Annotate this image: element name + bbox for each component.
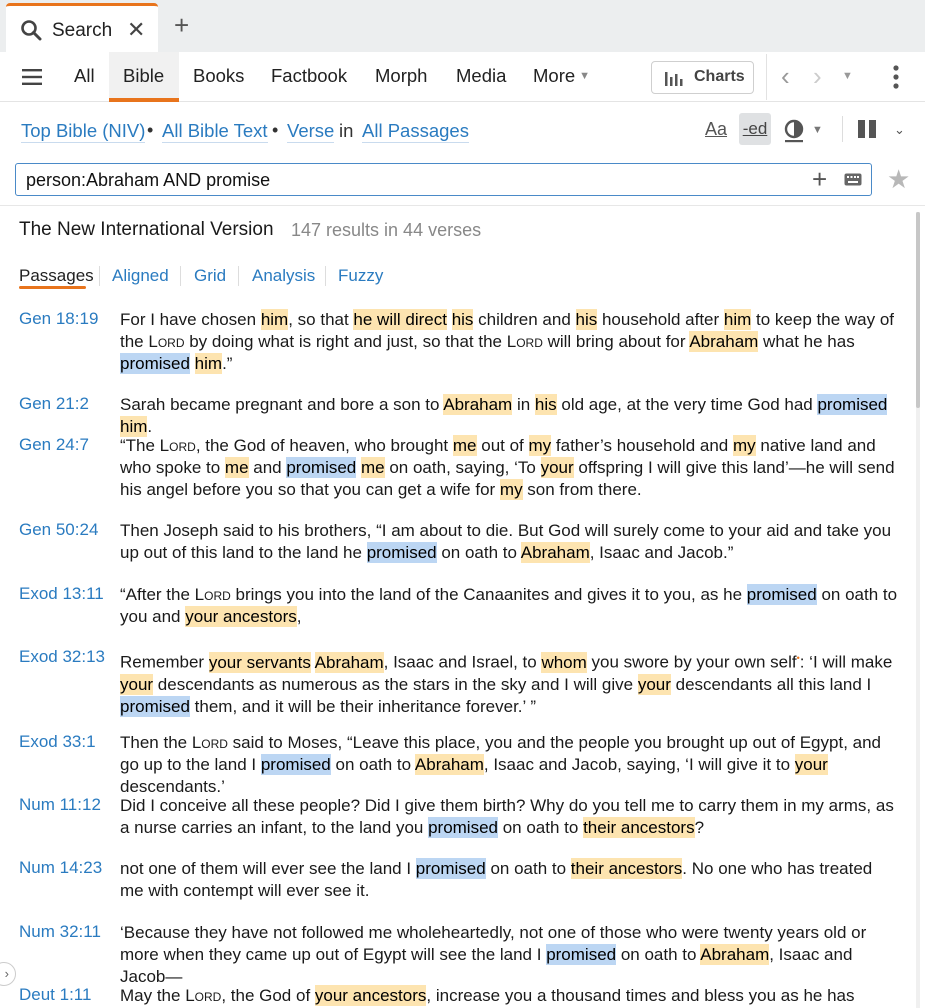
highlight-icon[interactable] xyxy=(783,119,805,148)
verse-reference[interactable]: Exod 32:13 xyxy=(19,647,106,666)
verse-text: Sarah became pregnant and bore a son to Abraham in his old age, at the very time God had promised him. xyxy=(120,395,888,436)
menu-icon[interactable] xyxy=(22,69,42,90)
columns-icon[interactable] xyxy=(858,120,876,143)
verse-reference[interactable]: Exod 33:1 xyxy=(19,732,96,751)
tab-search[interactable] xyxy=(6,3,158,52)
nav-item-more[interactable] xyxy=(533,65,590,87)
chevron-right-icon[interactable]: › xyxy=(0,962,16,986)
verse-text: not one of them will ever see the land I promised on oath to their ancestors. No one who has treated me with contempt will ever see it. xyxy=(120,859,873,900)
unit-selector[interactable]: Verse xyxy=(287,120,335,141)
verse-text: “The Lord, the God of heaven, who brought me out of my father’s household and my native land and who spoke to me and promised me on oath, saying, ‘To your offspring I will give this land’—he will send his angel before you so that you can get a wife for my son from there. xyxy=(120,436,895,499)
divider xyxy=(842,116,843,142)
results-scrollbar[interactable] xyxy=(916,212,920,1008)
results-count: 147 results in 44 verses xyxy=(291,220,482,240)
search-options-bar xyxy=(0,108,925,154)
bible-selector[interactable]: Top Bible (NIV) xyxy=(21,120,146,141)
nav-item-factbook[interactable]: Factbook xyxy=(271,65,348,86)
keyboard-icon[interactable] xyxy=(844,173,862,191)
tab-aligned[interactable]: Aligned xyxy=(112,266,169,285)
verse-reference[interactable]: Exod 13:11 xyxy=(19,584,104,603)
favorite-star-icon[interactable]: ★ xyxy=(887,164,911,194)
nav-active-underline xyxy=(109,98,179,102)
new-tab-icon[interactable]: + xyxy=(174,10,190,40)
search-icon xyxy=(20,19,42,46)
tab-analysis[interactable]: Analysis xyxy=(252,266,316,285)
verse-text: Remember your servants Abraham, Isaac and Israel, to whom you swore by your own self•: ‘I will make your descendants as numerous as the stars in the sky and I will give your descendants all this land I promised them, and it will be their inheritance forever.’ ” xyxy=(120,652,893,716)
tab-passages[interactable]: Passages xyxy=(19,266,94,285)
bar-chart-icon xyxy=(665,70,685,86)
nav-item-media[interactable]: Media xyxy=(456,65,507,86)
chevron-down-icon: ▼ xyxy=(579,70,591,82)
nav-item-books[interactable]: Books xyxy=(193,65,245,86)
back-icon[interactable]: ‹ xyxy=(781,61,790,91)
scrollbar-thumb[interactable] xyxy=(916,212,920,408)
verse-text: Did I conceive all these people? Did I give them birth? Why do you tell me to carry them in my arms, as a nurse carries an infant, to the land you promised on oath to their ancestors? xyxy=(120,796,894,837)
in-label: in xyxy=(339,120,354,141)
verse-reference[interactable]: Deut 1:11 xyxy=(19,985,92,1004)
verse-text: For I have chosen him, so that he will direct his children and his household after him to keep the way of the Lord by doing what is right and just, so that the Lord will bring about for Abraham what he has promised him.” xyxy=(120,310,895,373)
active-tab-underline xyxy=(19,286,86,289)
verse-reference[interactable]: Num 32:11 xyxy=(19,922,101,941)
divider xyxy=(238,266,239,286)
verse-reference[interactable]: Gen 24:7 xyxy=(19,435,89,454)
forward-icon[interactable]: › xyxy=(813,61,822,91)
divider xyxy=(766,54,767,100)
add-term-icon[interactable]: + xyxy=(812,164,828,194)
nav-item-morph[interactable]: Morph xyxy=(375,65,428,86)
scope-selector[interactable]: All Bible Text xyxy=(162,120,268,141)
divider xyxy=(99,266,100,286)
nav-item-all[interactable]: All xyxy=(74,65,95,86)
charts-button[interactable] xyxy=(651,61,754,94)
view-tabs xyxy=(0,262,925,292)
separator-dot: • xyxy=(272,120,279,140)
verse-text: Then the Lord said to Moses, “Leave this place, you and the people you brought up out of Egypt, and go up to the land I promised on oath to Abraham, Isaac and Jacob, saying, ‘I will give it to your descendants.’ xyxy=(120,733,882,796)
verse-text: Then Joseph said to his brothers, “I am about to die. But God will surely come to your aid and take you up out of this land to the land he promised on oath to Abraham, Isaac and Jacob.” xyxy=(120,521,892,562)
divider xyxy=(325,266,326,286)
verse-text: May the Lord, the God of your ancestors, increase you a thousand times and bless you as he has xyxy=(120,986,855,1005)
tab-fuzzy[interactable]: Fuzzy xyxy=(338,266,384,285)
verse-reference[interactable]: Gen 18:19 xyxy=(19,309,99,328)
separator-dot: • xyxy=(147,120,154,140)
close-icon[interactable]: ✕ xyxy=(127,17,146,42)
search-input[interactable] xyxy=(26,168,806,192)
results-title: The New International Version xyxy=(19,219,274,240)
divider xyxy=(180,266,181,286)
tab-title: Search xyxy=(52,20,113,41)
tab-strip xyxy=(0,0,925,52)
chevron-down-icon[interactable]: ⌄ xyxy=(894,122,905,137)
search-kind-bar xyxy=(0,52,925,102)
chevron-down-icon[interactable]: ▼ xyxy=(812,124,823,136)
nav-item-bible[interactable]: Bible xyxy=(123,65,165,86)
verse-reference[interactable]: Num 11:12 xyxy=(19,795,101,814)
verse-reference[interactable]: Gen 50:24 xyxy=(19,520,99,539)
nav-more-label: More xyxy=(533,65,576,86)
verse-text: ‘Because they have not followed me wholeheartedly, not one of those who were twenty years old or more when they came up out of Egypt will see the land I promised on oath to Abraham, Isaac and Jacob— xyxy=(120,923,867,986)
verse-reference[interactable]: Num 14:23 xyxy=(19,858,103,877)
match-case-button[interactable]: Aa xyxy=(705,119,728,139)
charts-label: Charts xyxy=(694,68,745,85)
verse-text: “After the Lord brings you into the land of the Canaanites and gives it to you, as he promised on oath to you and your ancestors, xyxy=(120,585,898,626)
more-options-icon[interactable] xyxy=(893,65,899,94)
verse-reference[interactable]: Gen 21:2 xyxy=(19,394,89,413)
history-dropdown-icon[interactable]: ▼ xyxy=(842,70,853,82)
tab-grid[interactable]: Grid xyxy=(194,266,227,285)
range-selector[interactable]: All Passages xyxy=(362,120,469,141)
match-forms-button[interactable]: -ed xyxy=(739,113,771,145)
divider xyxy=(0,205,925,206)
search-field[interactable] xyxy=(15,163,872,196)
